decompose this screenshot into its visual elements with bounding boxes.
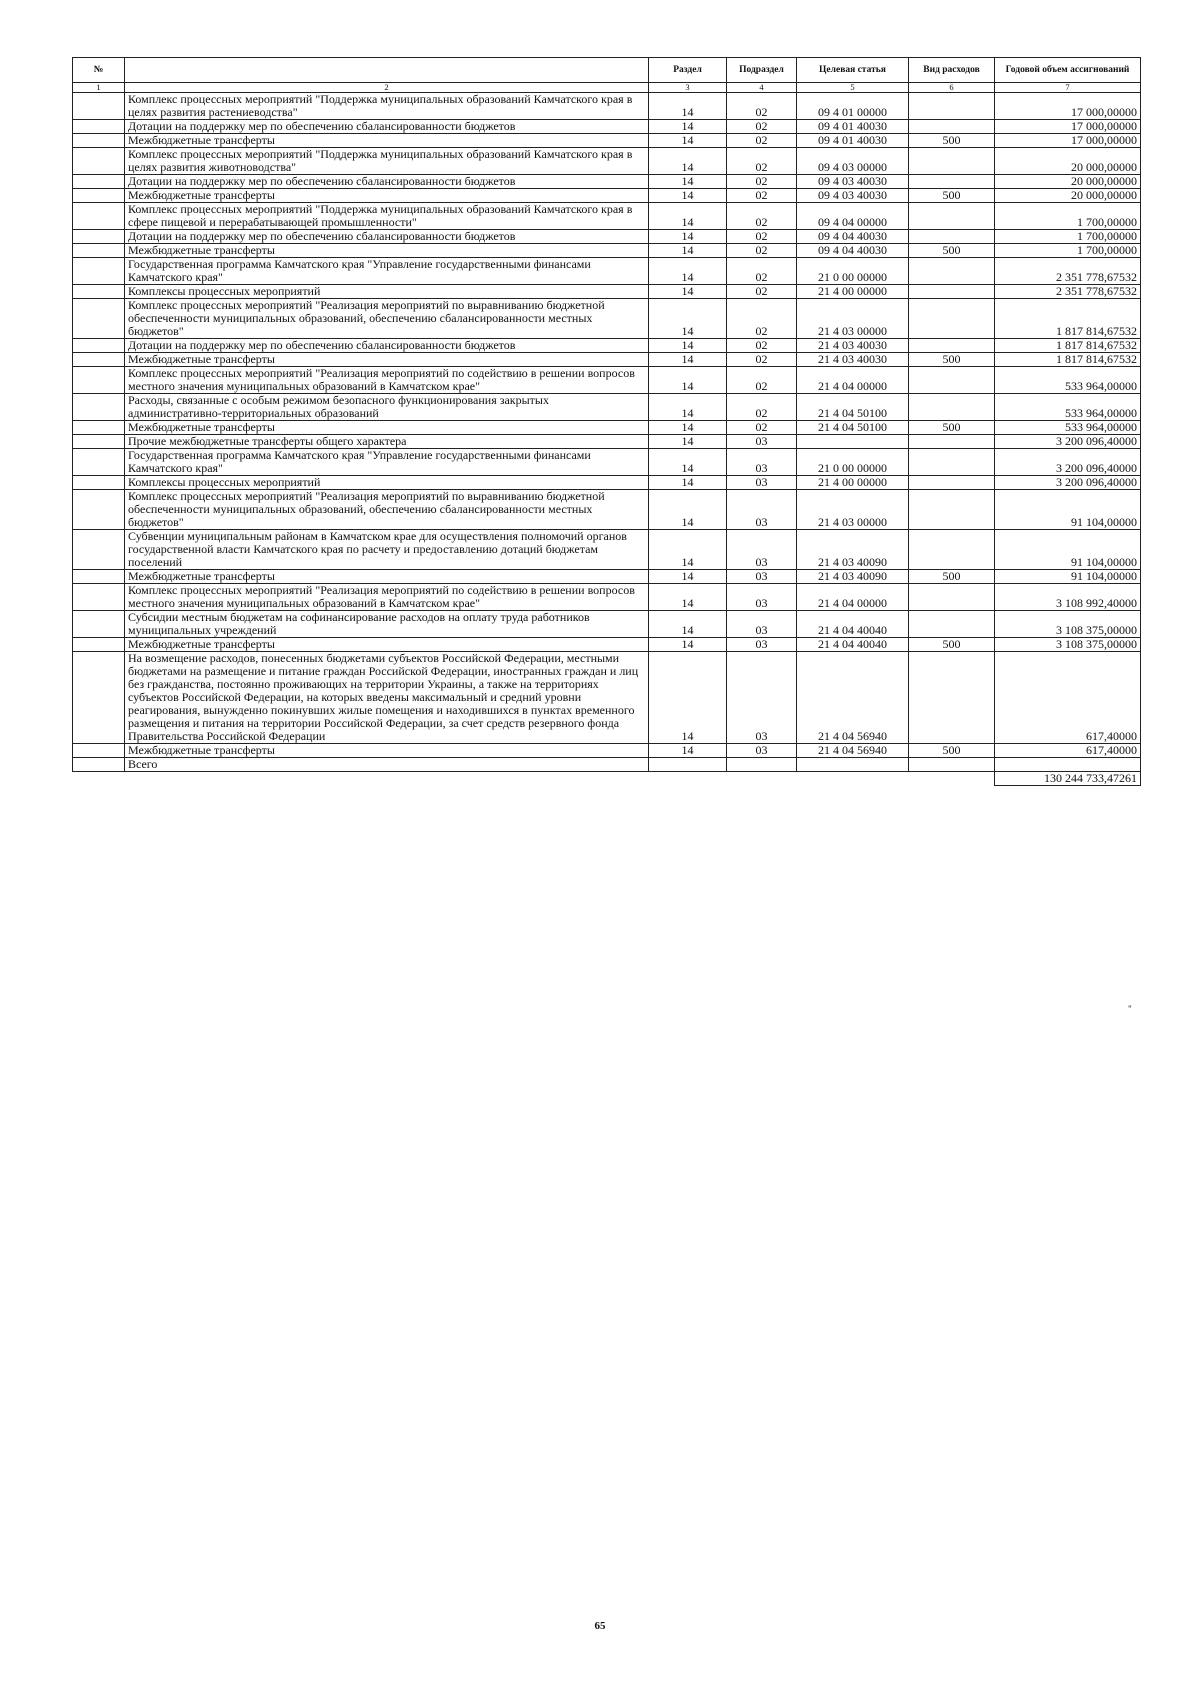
cell-name: Комплекс процессных мероприятий "Поддержка муниципальных образований Камчатского края в целях развития животноводства" [125,148,649,175]
cell-razdel: 14 [649,258,727,285]
table-row [73,93,1141,120]
cell-no [73,367,125,394]
table-row [73,230,1141,244]
cell-no [73,285,125,299]
cell-no [73,134,125,148]
cell-amount: 20 000,00000 [995,148,1141,175]
cell-vid [909,435,995,449]
cell-no [73,638,125,652]
table-row [73,299,1141,339]
cell-vid: 500 [909,421,995,435]
cell-razdel: 14 [649,244,727,258]
cell-no [73,570,125,584]
cell-name: Комплекс процессных мероприятий "Реализация мероприятий по выравниванию бюджетной обеспеченности муниципальных образований, обеспечению сбалансированности местных бюджетов" [125,490,649,530]
cell-vid: 500 [909,189,995,203]
cell-celevaya: 21 4 03 40090 [797,530,909,570]
cell-no [73,744,125,758]
cell-name: Комплексы процессных мероприятий [125,476,649,490]
cell-name: На возмещение расходов, понесенных бюджетами субъектов Российской Федерации, местными бюджетами на размещение и питание граждан Российской Федерации, иностранных граждан и лиц без гражданства, постоянно проживающих на территории Украины, а также на территориях субъектов Российской Федерации, на которых введены максимальный и средний уровни реагирования, вынужденно покинувших жилые помещения и находившихся в пунктах временного размещения и питания на территории Российской Федерации, за счет средств резервного фонда Правительства Российской Федерации [125,652,649,744]
cell-podrazdel: 03 [727,744,797,758]
cell-podrazdel: 02 [727,148,797,175]
cell-name: Межбюджетные трансферты [125,353,649,367]
cell-celevaya: 21 4 04 50100 [797,394,909,421]
cell-no [73,449,125,476]
cell-amount: 91 104,00000 [995,530,1141,570]
cell-amount: 1 700,00000 [995,244,1141,258]
cell-name: Прочие межбюджетные трансферты общего характера [125,435,649,449]
budget-sheet [72,57,1140,786]
cell-celevaya: 21 4 03 40090 [797,570,909,584]
cell-podrazdel: 02 [727,134,797,148]
cell-vid: 500 [909,638,995,652]
cell-vid [909,299,995,339]
col-header-razdel: Раздел [649,58,727,83]
cell-razdel: 14 [649,230,727,244]
table-row [73,490,1141,530]
column-number: 4 [727,83,797,93]
table-row [73,285,1141,299]
cell-name: Межбюджетные трансферты [125,421,649,435]
cell-razdel: 14 [649,189,727,203]
cell-no [73,189,125,203]
cell-amount: 617,40000 [995,744,1141,758]
table-row [73,258,1141,285]
cell-no [73,258,125,285]
grand-total: 130 244 733,47261 [995,772,1141,786]
cell-amount: 17 000,00000 [995,120,1141,134]
col-header-podrazdel: Подраздел [727,58,797,83]
cell-razdel: 14 [649,120,727,134]
cell-razdel: 14 [649,652,727,744]
cell-name: Комплекс процессных мероприятий "Реализация мероприятий по выравниванию бюджетной обеспеченности муниципальных образований, обеспечению сбалансированности местных бюджетов" [125,299,649,339]
cell-no [73,530,125,570]
cell-name: Дотации на поддержку мер по обеспечению сбалансированности бюджетов [125,175,649,189]
cell-celevaya: 21 0 00 00000 [797,449,909,476]
grand-total-row [73,772,1141,786]
cell-celevaya: 21 4 04 00000 [797,584,909,611]
cell-no [73,148,125,175]
cell-razdel: 14 [649,285,727,299]
cell-podrazdel: 02 [727,244,797,258]
cell-name: Государственная программа Камчатского края "Управление государственными финансами Камчатского края" [125,258,649,285]
cell-razdel: 14 [649,449,727,476]
cell-razdel: 14 [649,134,727,148]
cell-vid [909,120,995,134]
cell-razdel: 14 [649,584,727,611]
cell-podrazdel: 02 [727,120,797,134]
cell-celevaya: 09 4 01 40030 [797,120,909,134]
table-row [73,435,1141,449]
table-row [73,148,1141,175]
cell-razdel: 14 [649,353,727,367]
cell-name: Межбюджетные трансферты [125,638,649,652]
page-number: 65 [594,1620,606,1632]
table-row [73,244,1141,258]
cell-amount: 617,40000 [995,652,1141,744]
cell-vid [909,476,995,490]
cell-name: Комплекс процессных мероприятий "Поддержка муниципальных образований Камчатского края в сфере пищевой и перерабатывающей промышленности" [125,203,649,230]
cell-vid [909,652,995,744]
cell-no [73,175,125,189]
cell-razdel: 14 [649,530,727,570]
cell-razdel: 14 [649,175,727,189]
cell-celevaya: 21 4 04 40040 [797,611,909,638]
cell-celevaya: 21 4 00 00000 [797,285,909,299]
column-number: 6 [909,83,995,93]
table-row [73,421,1141,435]
cell-podrazdel: 02 [727,367,797,394]
cell-celevaya: 21 4 04 56940 [797,744,909,758]
cell-celevaya: 09 4 03 40030 [797,189,909,203]
cell-vid: 500 [909,744,995,758]
cell-celevaya: 21 4 03 00000 [797,490,909,530]
cell-name: Субсидии местным бюджетам на софинансирование расходов на оплату труда работников муниципальных учреждений [125,611,649,638]
cell-vid [909,584,995,611]
table-row [73,584,1141,611]
cell-no [73,244,125,258]
cell-amount: 20 000,00000 [995,189,1141,203]
cell-no [73,93,125,120]
cell-amount: 2 351 778,67532 [995,258,1141,285]
cell-name: Комплекс процессных мероприятий "Реализация мероприятий по содействию в решении вопросов местного значения муниципальных образований в Камчатском крае" [125,367,649,394]
cell-no [73,299,125,339]
cell-no [73,490,125,530]
cell-no [73,339,125,353]
cell-vid: 500 [909,244,995,258]
cell-podrazdel: 02 [727,299,797,339]
cell-no [73,230,125,244]
cell-name: Межбюджетные трансферты [125,189,649,203]
cell-name: Дотации на поддержку мер по обеспечению сбалансированности бюджетов [125,120,649,134]
cell-razdel: 14 [649,394,727,421]
cell-celevaya [797,435,909,449]
cell-vid [909,285,995,299]
budget-table [72,57,1141,786]
table-row [73,353,1141,367]
cell-podrazdel: 02 [727,258,797,285]
cell-celevaya: 21 4 03 00000 [797,299,909,339]
cell-podrazdel: 02 [727,230,797,244]
cell-no [73,435,125,449]
table-row [73,570,1141,584]
cell-podrazdel: 03 [727,449,797,476]
cell-celevaya: 21 4 04 40040 [797,638,909,652]
cell-podrazdel: 03 [727,435,797,449]
cell-celevaya: 21 4 00 00000 [797,476,909,490]
cell-podrazdel: 02 [727,189,797,203]
cell-vid [909,339,995,353]
cell-amount: 1 817 814,67532 [995,339,1141,353]
cell-razdel: 14 [649,93,727,120]
cell-amount: 3 108 375,00000 [995,611,1141,638]
cell-amount: 1 817 814,67532 [995,353,1141,367]
cell-amount: 2 351 778,67532 [995,285,1141,299]
col-header-amount: Годовой объем ассигнований [995,58,1141,83]
table-row [73,203,1141,230]
cell-amount: 3 108 992,40000 [995,584,1141,611]
cell-amount: 91 104,00000 [995,490,1141,530]
column-number: 5 [797,83,909,93]
cell-celevaya: 09 4 01 00000 [797,93,909,120]
table-row [73,476,1141,490]
table-row [73,175,1141,189]
table-row [73,367,1141,394]
cell-celevaya: 09 4 03 40030 [797,175,909,189]
cell-name: Комплекс процессных мероприятий "Реализация мероприятий по содействию в решении вопросов местного значения муниципальных образований в Камчатском крае" [125,584,649,611]
cell-podrazdel: 02 [727,353,797,367]
cell-celevaya: 09 4 03 00000 [797,148,909,175]
cell-amount: 91 104,00000 [995,570,1141,584]
cell-razdel: 14 [649,490,727,530]
cell-no [73,611,125,638]
table-row [73,394,1141,421]
table-row [73,652,1141,744]
cell-celevaya: 21 4 03 40030 [797,353,909,367]
cell-vid [909,449,995,476]
cell-podrazdel: 03 [727,530,797,570]
cell-podrazdel: 03 [727,611,797,638]
table-row [73,189,1141,203]
cell-razdel: 14 [649,611,727,638]
column-number: 2 [125,83,649,93]
cell-celevaya: 09 4 01 40030 [797,134,909,148]
cell-no [73,353,125,367]
cell-amount: 1 817 814,67532 [995,299,1141,339]
cell-podrazdel: 03 [727,476,797,490]
table-row [73,611,1141,638]
table-row [73,744,1141,758]
cell-vid [909,230,995,244]
cell-name: Субвенции муниципальным районам в Камчатском крае для осуществления полномочий органов государственной власти Камчатского края по расчету и предоставлению дотаций бюджетам поселений [125,530,649,570]
cell-vid: 500 [909,570,995,584]
cell-amount: 17 000,00000 [995,93,1141,120]
cell-name: Государственная программа Камчатского края "Управление государственными финансами Камчатского края" [125,449,649,476]
cell-name: Дотации на поддержку мер по обеспечению сбалансированности бюджетов [125,339,649,353]
table-body [73,93,1141,758]
cell-razdel: 14 [649,367,727,394]
cell-no [73,394,125,421]
table-row [73,638,1141,652]
cell-name: Межбюджетные трансферты [125,244,649,258]
column-number-row [73,83,1141,93]
cell-no [73,584,125,611]
cell-amount: 3 200 096,40000 [995,449,1141,476]
cell-vid [909,175,995,189]
cell-razdel: 14 [649,339,727,353]
cell-razdel: 14 [649,203,727,230]
cell-razdel: 14 [649,148,727,175]
cell-celevaya: 09 4 04 00000 [797,203,909,230]
cell-celevaya: 21 4 04 56940 [797,652,909,744]
cell-amount: 17 000,00000 [995,134,1141,148]
total-label: Всего [125,758,649,772]
cell-amount: 1 700,00000 [995,203,1141,230]
cell-podrazdel: 02 [727,339,797,353]
table-row [73,449,1141,476]
cell-vid: 500 [909,353,995,367]
cell-celevaya: 21 4 03 40030 [797,339,909,353]
cell-podrazdel: 03 [727,490,797,530]
cell-amount: 3 200 096,40000 [995,435,1141,449]
table-row [73,134,1141,148]
cell-vid [909,530,995,570]
cell-vid [909,93,995,120]
cell-name: Межбюджетные трансферты [125,570,649,584]
cell-vid [909,490,995,530]
cell-vid [909,611,995,638]
cell-podrazdel: 02 [727,203,797,230]
cell-podrazdel: 02 [727,394,797,421]
cell-name: Расходы, связанные с особым режимом безопасного функционирования закрытых административно-территориальных образований [125,394,649,421]
column-number: 1 [73,83,125,93]
cell-name: Дотации на поддержку мер по обеспечению сбалансированности бюджетов [125,230,649,244]
cell-no [73,120,125,134]
col-header-name [125,58,649,83]
cell-razdel: 14 [649,744,727,758]
column-number: 7 [995,83,1141,93]
cell-razdel: 14 [649,421,727,435]
cell-celevaya: 21 0 00 00000 [797,258,909,285]
cell-no [73,421,125,435]
header-row [73,58,1141,83]
cell-amount: 533 964,00000 [995,394,1141,421]
cell-name: Межбюджетные трансферты [125,744,649,758]
cell-name: Комплексы процессных мероприятий [125,285,649,299]
total-row [73,758,1141,772]
cell-no [73,476,125,490]
col-header-no: № [73,58,125,83]
cell-amount: 3 200 096,40000 [995,476,1141,490]
cell-razdel: 14 [649,476,727,490]
cell-name: Комплекс процессных мероприятий "Поддержка муниципальных образований Камчатского края в целях развития растениеводства" [125,93,649,120]
cell-razdel: 14 [649,435,727,449]
col-header-celevaya: Целевая статья [797,58,909,83]
cell-celevaya: 09 4 04 40030 [797,230,909,244]
table-row [73,530,1141,570]
cell-razdel: 14 [649,299,727,339]
cell-razdel: 14 [649,638,727,652]
cell-vid [909,367,995,394]
table-row [73,339,1141,353]
closing-quote-mark: " [1128,1004,1132,1014]
col-header-vid: Вид расходов [909,58,995,83]
cell-amount: 533 964,00000 [995,367,1141,394]
cell-amount: 533 964,00000 [995,421,1141,435]
cell-podrazdel: 02 [727,285,797,299]
cell-vid [909,203,995,230]
column-number: 3 [649,83,727,93]
cell-celevaya: 21 4 04 00000 [797,367,909,394]
cell-podrazdel: 03 [727,570,797,584]
cell-amount: 20 000,00000 [995,175,1141,189]
cell-podrazdel: 02 [727,93,797,120]
cell-podrazdel: 03 [727,652,797,744]
cell-vid: 500 [909,134,995,148]
cell-no [73,203,125,230]
cell-vid [909,148,995,175]
cell-podrazdel: 03 [727,638,797,652]
cell-amount: 3 108 375,00000 [995,638,1141,652]
cell-podrazdel: 02 [727,421,797,435]
cell-no [73,652,125,744]
cell-razdel: 14 [649,570,727,584]
cell-celevaya: 21 4 04 50100 [797,421,909,435]
cell-vid [909,394,995,421]
cell-podrazdel: 03 [727,584,797,611]
cell-name: Межбюджетные трансферты [125,134,649,148]
table-row [73,120,1141,134]
cell-amount: 1 700,00000 [995,230,1141,244]
cell-celevaya: 09 4 04 40030 [797,244,909,258]
cell-vid [909,258,995,285]
cell-podrazdel: 02 [727,175,797,189]
